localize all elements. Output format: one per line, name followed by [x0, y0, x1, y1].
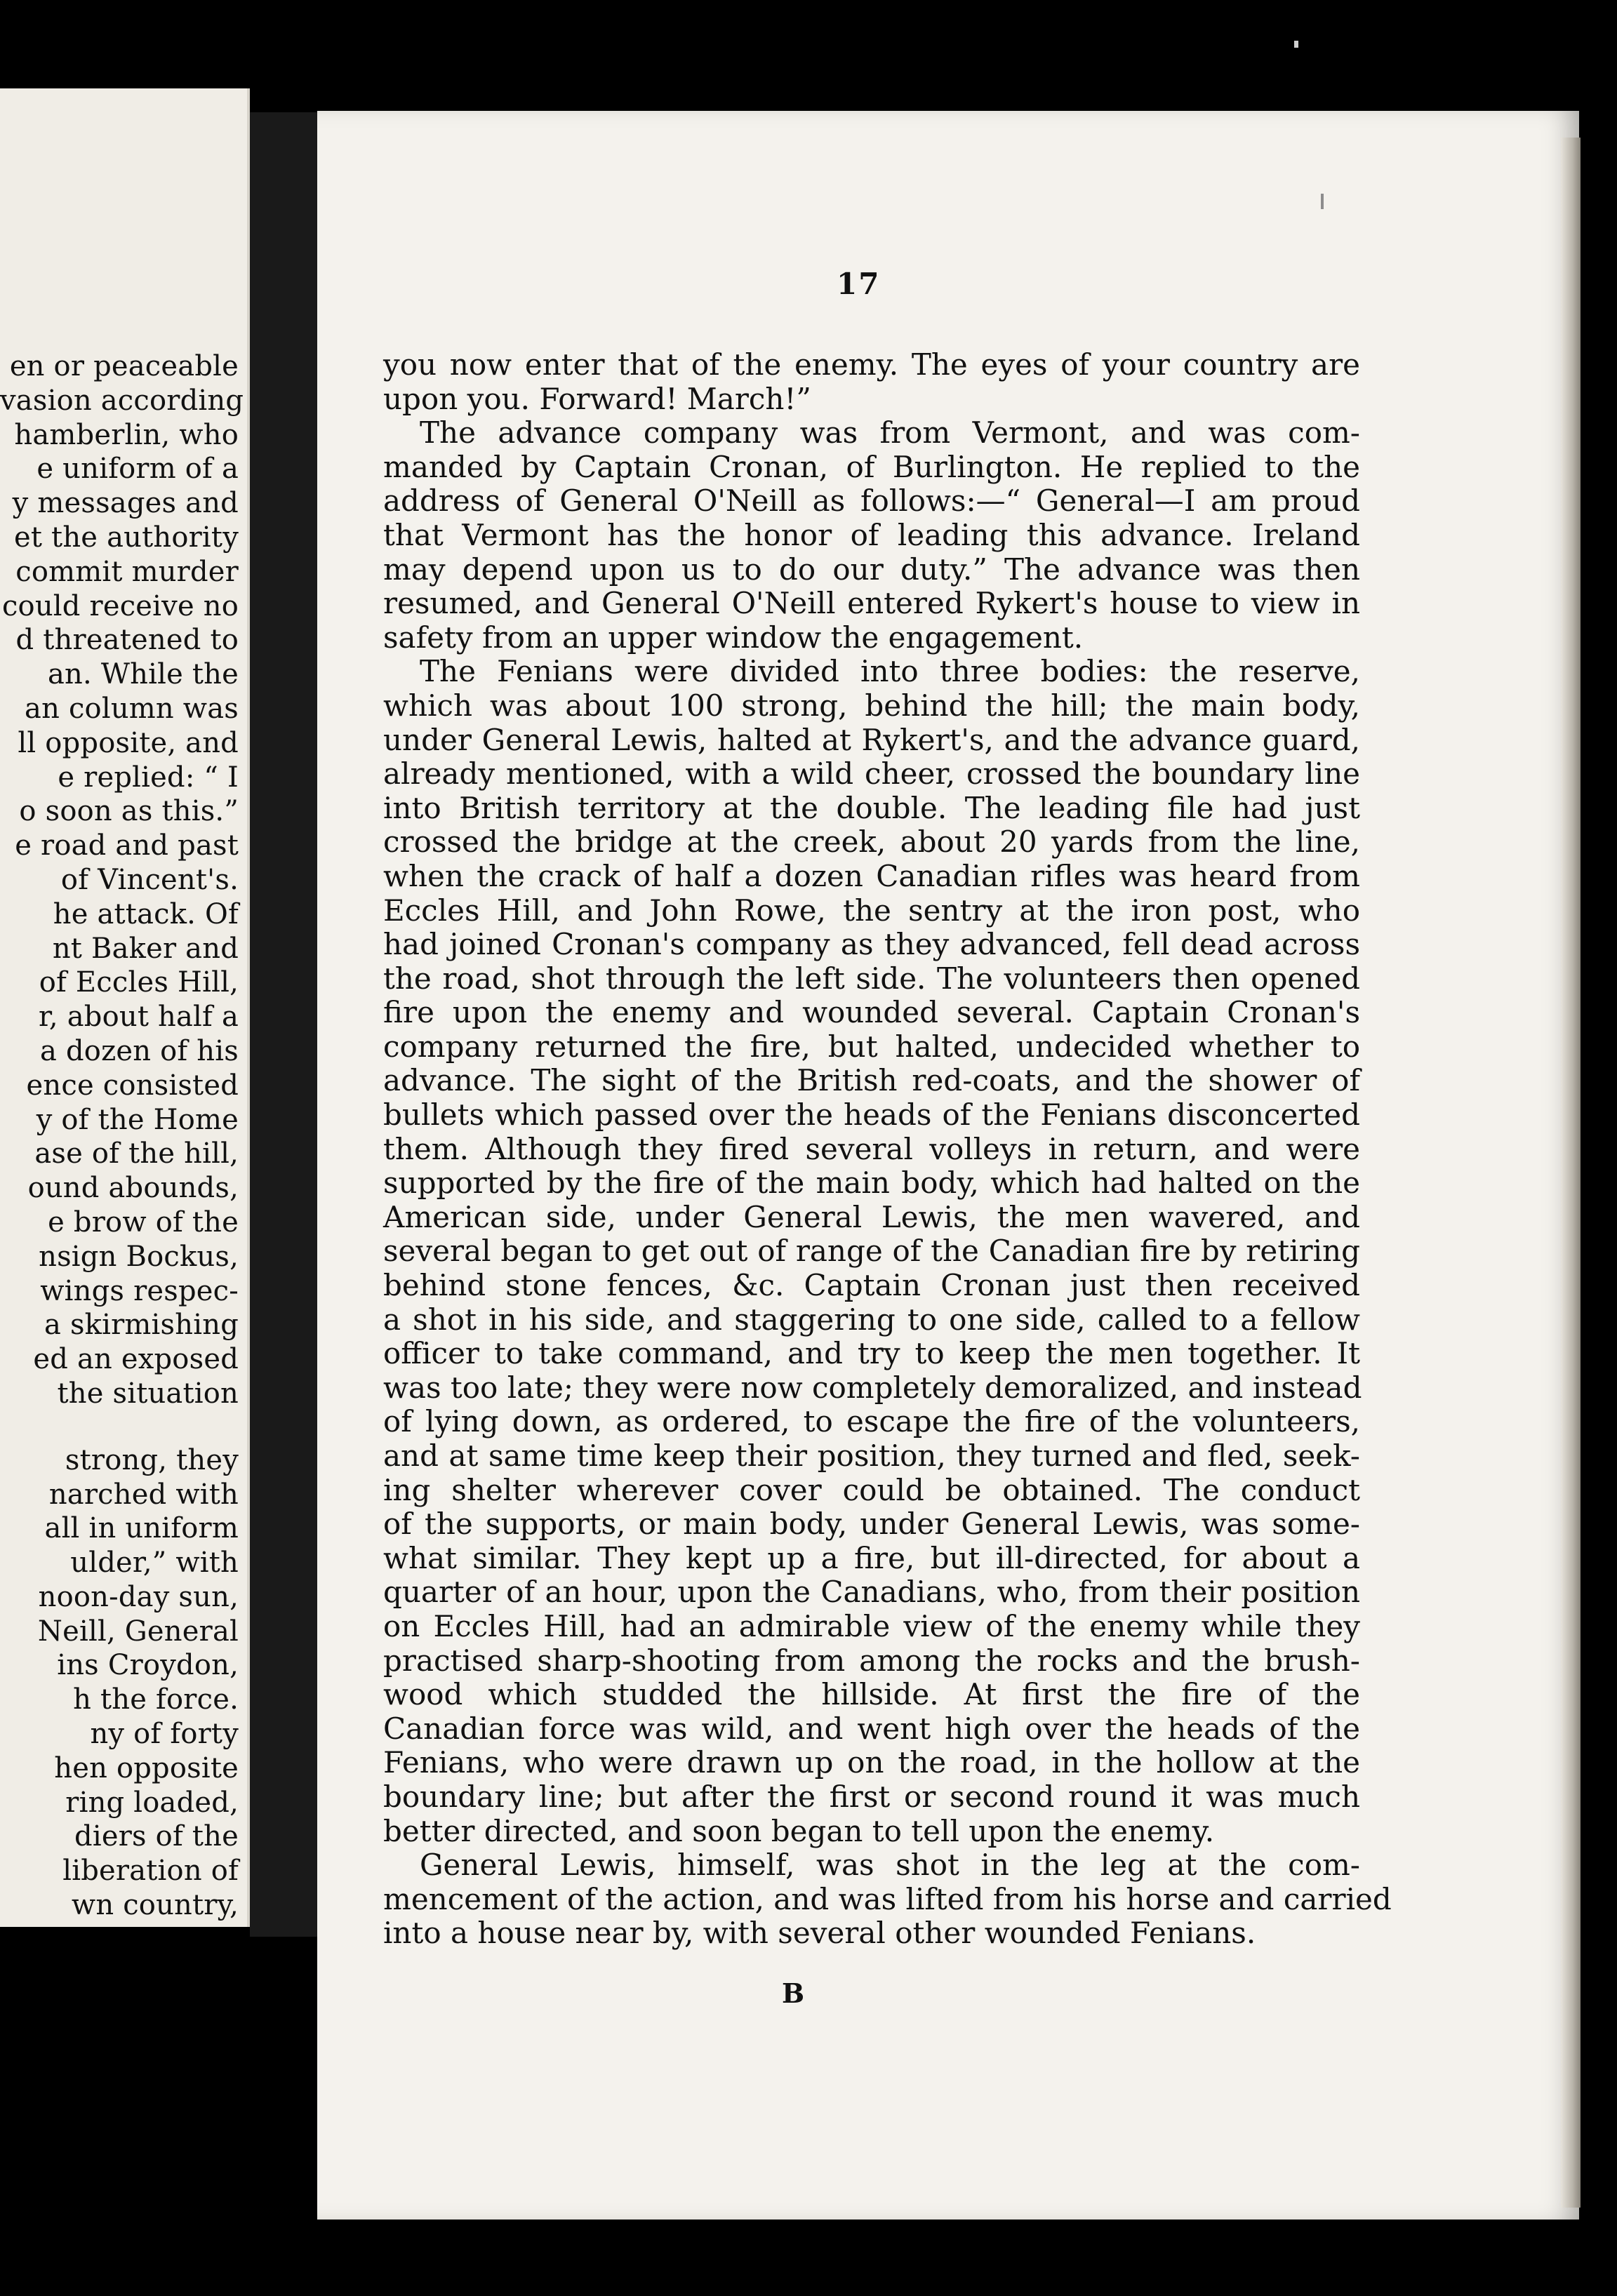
facing-page-line: the situation: [57, 1377, 239, 1410]
text-line: already mentioned, with a wild cheer, crossed the boundary line: [383, 756, 1360, 792]
facing-page-line: e brow of the: [48, 1206, 239, 1239]
text-line: quarter of an hour, upon the Canadians, who, from their position: [383, 1575, 1360, 1610]
facing-page-line: of Eccles Hill,: [39, 966, 239, 999]
text-line: resumed, and General O'Neill entered Rykert's house to view in: [383, 586, 1360, 621]
text-line: them. Although they fired several volleys in return, and were: [383, 1131, 1360, 1166]
text-line: under General Lewis, halted at Rykert's, and the advance guard,: [383, 722, 1360, 757]
text-line: Fenians, who were drawn up on the road, in the hollow at the: [383, 1745, 1360, 1780]
facing-page-line: h the force.: [73, 1683, 239, 1716]
facing-page-line: Neill, General: [37, 1615, 239, 1648]
facing-page-line: of Vincent's.: [60, 863, 239, 896]
facing-page-line: an column was: [25, 692, 239, 725]
text-line: mencement of the action, and was lifted from his horse and carried: [383, 1881, 1392, 1916]
text-line: manded by Captain Cronan, of Burlington. He replied to the: [383, 449, 1360, 484]
text-line: of the supports, or main body, under General Lewis, was some-: [383, 1507, 1360, 1542]
text-line: address of General O'Neill as follows:—“ General—I am proud: [383, 483, 1360, 519]
text-line: what similar. They kept up a fire, but ill-directed, for about a: [383, 1540, 1360, 1575]
scan-speck: [1294, 41, 1298, 48]
facing-page-line: et the authority: [14, 521, 239, 554]
facing-page-line: nt Baker and: [52, 932, 239, 965]
text-line: Eccles Hill, and John Rowe, the sentry at the iron post, who: [383, 893, 1360, 928]
text-line: American side, under General Lewis, the men wavered, and: [383, 1199, 1360, 1234]
text-line: wood which studded the hillside. At first the fire of the: [383, 1677, 1360, 1712]
text-line: on Eccles Hill, had an admirable view of the enemy while they: [383, 1608, 1360, 1643]
text-line: better directed, and soon began to tell upon the enemy.: [383, 1813, 1215, 1848]
facing-page-line: wn country,: [71, 1889, 239, 1922]
text-line: which was about 100 strong, behind the hill; the main body,: [383, 688, 1360, 723]
text-line: you now enter that of the enemy. The eyes of your country are: [383, 347, 1360, 382]
text-line: bullets which passed over the heads of the Fenians disconcerted: [383, 1097, 1360, 1133]
facing-page-line: nsign Bockus,: [39, 1240, 239, 1273]
facing-page-line: ase of the hill,: [34, 1137, 239, 1170]
facing-page-line: wings respec-: [40, 1274, 239, 1307]
text-line: was too late; they were now completely demoralized, and instead: [383, 1370, 1362, 1405]
text-line: and at same time keep their position, they turned and fled, seek-: [383, 1439, 1360, 1473]
text-line: supported by the fire of the main body, which had halted on the: [383, 1166, 1360, 1201]
text-line: upon you. Forward! March!”: [383, 381, 811, 416]
text-line: into British territory at the double. The leading file had just: [383, 790, 1360, 825]
facing-page-line: noon-day sun,: [38, 1580, 239, 1613]
facing-page-line: r, about half a: [38, 1001, 239, 1034]
facing-page-line: vasion according: [0, 384, 244, 417]
facing-page-line: d threatened to: [15, 624, 239, 657]
facing-page-text: [0, 349, 244, 1923]
text-line: boundary line; but after the first or second round it was much: [383, 1779, 1360, 1814]
text-line: of lying down, as ordered, to escape the fire of the volunteers,: [383, 1404, 1360, 1439]
facing-page-line: an. While the: [48, 658, 239, 691]
facing-page-line: all in uniform: [44, 1512, 239, 1545]
facing-page-line: ence consisted: [26, 1069, 239, 1102]
text-line: General Lewis, himself, was shot in the leg at the com-: [420, 1848, 1360, 1883]
facing-page-line: y of the Home: [36, 1103, 239, 1136]
text-line: practised sharp-shooting from among the rocks and the brush-: [383, 1643, 1360, 1678]
text-line: fire upon the enemy and wounded several. Captain Cronan's: [383, 995, 1360, 1030]
facing-page-line: en or peaceable: [9, 350, 239, 382]
facing-page-line: e replied: “ I: [58, 761, 239, 794]
facing-page-line: hen opposite: [54, 1751, 239, 1784]
text-line: when the crack of half a dozen Canadian rifles was heard from: [383, 858, 1360, 893]
facing-page-line: y messages and: [12, 487, 239, 520]
text-line: several began to get out of range of the Canadian fire by retiring: [383, 1234, 1360, 1269]
text-line: company returned the fire, but halted, undecided whether to: [383, 1029, 1360, 1064]
text-line: had joined Cronan's company as they advanced, fell dead across: [383, 927, 1360, 962]
facing-page-line: e uniform of a: [36, 453, 239, 486]
text-line: may depend upon us to do our duty.” The advance was then: [383, 552, 1360, 587]
page-number: 17: [837, 267, 881, 301]
text-line: officer to take command, and try to keep the men together. It: [383, 1336, 1360, 1371]
facing-page-line: ulder,” with: [70, 1547, 239, 1580]
facing-page-left: [0, 88, 250, 1927]
facing-page-line: ins Croydon,: [57, 1649, 239, 1682]
body-text: [383, 347, 1392, 1951]
facing-page-line: e road and past: [15, 829, 239, 862]
facing-page-line: he attack. Of: [53, 897, 239, 930]
facing-page-line: liberation of: [62, 1855, 239, 1888]
text-line: behind stone fences, &c. Captain Cronan just then received: [383, 1268, 1360, 1303]
page-edge: [1561, 138, 1581, 2208]
text-line: advance. The sight of the British red-coats, and the shower of: [383, 1063, 1360, 1098]
text-line: The advance company was from Vermont, and was com-: [420, 415, 1360, 450]
signature-mark: B: [782, 1977, 805, 2009]
facing-page-line: o soon as this.”: [19, 795, 239, 828]
facing-page-line: diers of the: [74, 1820, 239, 1853]
facing-page-line: a dozen of his: [40, 1034, 239, 1067]
facing-page-line: commit murder: [15, 555, 239, 588]
facing-page-line: ed an exposed: [33, 1343, 239, 1376]
text-line: safety from an upper window the engagement.: [383, 620, 1084, 655]
text-line: a shot in his side, and staggering to one side, called to a fellow: [383, 1302, 1360, 1337]
facing-page-line: could receive no: [1, 589, 239, 622]
text-line: The Fenians were divided into three bodies: the reserve,: [420, 654, 1360, 689]
text-line: crossed the bridge at the creek, about 20 yards from the line,: [383, 825, 1360, 860]
text-line: into a house near by, with several other wounded Fenians.: [383, 1916, 1256, 1951]
text-line: ing shelter wherever cover could be obtained. The conduct: [383, 1472, 1360, 1507]
facing-page-line: ll opposite, and: [18, 726, 239, 759]
text-line: that Vermont has the honor of leading this advance. Ireland: [383, 517, 1360, 552]
scan-speck: [1321, 194, 1324, 209]
facing-page-line: hamberlin, who: [14, 418, 239, 451]
facing-page-line: ny of forty: [90, 1718, 239, 1751]
facing-page-line: narched with: [48, 1478, 239, 1511]
facing-page-line: ound abounds,: [27, 1172, 239, 1205]
text-line: Canadian force was wild, and went high over the heads of the: [383, 1711, 1360, 1746]
facing-page-line: a skirmishing: [44, 1309, 239, 1342]
book-gutter: [250, 112, 317, 1937]
facing-page-line: strong, they: [65, 1443, 239, 1476]
facing-page-line: ring loaded,: [65, 1786, 239, 1819]
text-line: the road, shot through the left side. The volunteers then opened: [383, 961, 1360, 996]
